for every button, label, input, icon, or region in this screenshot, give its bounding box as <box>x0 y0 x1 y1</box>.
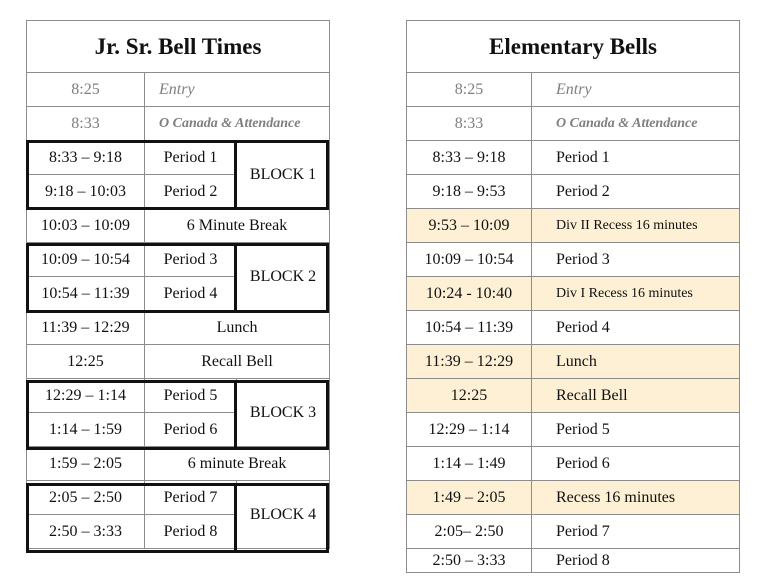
jr-period-time: 12:29 – 1:14 <box>27 379 145 413</box>
el-recess-time: 9:53 – 10:09 <box>407 209 532 243</box>
jr-period-label: Period 4 <box>145 277 237 311</box>
el-time: 10:09 – 10:54 <box>407 243 532 277</box>
jr-break-label: 6 Minute Break <box>145 209 330 243</box>
jr-period-time: 10:54 – 11:39 <box>27 277 145 311</box>
jr-period-time: 2:50 – 3:33 <box>27 515 145 549</box>
jr-period-label: Period 8 <box>145 515 237 549</box>
el-recess-time: 10:24 - 10:40 <box>407 277 532 311</box>
jr-lunch-time: 11:39 – 12:29 <box>27 311 145 345</box>
jr-anthem-time: 8:33 <box>27 107 145 141</box>
elementary-title: Elementary Bells <box>407 21 740 73</box>
el-time: 10:54 – 11:39 <box>407 311 532 345</box>
jr-period-time: 9:18 – 10:03 <box>27 175 145 209</box>
jr-period-time: 2:05 – 2:50 <box>27 481 145 515</box>
el-time: 2:05– 2:50 <box>407 515 532 549</box>
el-recess-label: Div II Recess 16 minutes <box>532 209 740 243</box>
jr-break-label: 6 minute Break <box>145 447 330 481</box>
el-lunch-time: 11:39 – 12:29 <box>407 345 532 379</box>
jr-period-time: 1:14 – 1:59 <box>27 413 145 447</box>
jr-block-label: BLOCK 3 <box>237 379 330 447</box>
jr-block-label: BLOCK 2 <box>237 243 330 311</box>
el-entry-label: Entry <box>532 73 740 107</box>
el-time: 12:29 – 1:14 <box>407 413 532 447</box>
jr-period-label: Period 5 <box>145 379 237 413</box>
el-time: 2:50 – 3:33 <box>407 549 532 573</box>
el-label: Period 4 <box>532 311 740 345</box>
el-label: Period 2 <box>532 175 740 209</box>
el-recall-time: 12:25 <box>407 379 532 413</box>
jr-recall-label: Recall Bell <box>145 345 330 379</box>
el-recall-label: Recall Bell <box>532 379 740 413</box>
el-time: 1:14 – 1:49 <box>407 447 532 481</box>
jr-break-time: 1:59 – 2:05 <box>27 447 145 481</box>
jr-break-time: 10:03 – 10:09 <box>27 209 145 243</box>
el-label: Period 8 <box>532 549 740 573</box>
jr-block-label: BLOCK 4 <box>237 481 330 549</box>
jr-period-label: Period 7 <box>145 481 237 515</box>
el-recess-time: 1:49 – 2:05 <box>407 481 532 515</box>
el-recess-label: Recess 16 minutes <box>532 481 740 515</box>
el-label: Period 3 <box>532 243 740 277</box>
el-label: Period 1 <box>532 141 740 175</box>
el-time: 8:33 – 9:18 <box>407 141 532 175</box>
jr-period-time: 8:33 – 9:18 <box>27 141 145 175</box>
el-lunch-label: Lunch <box>532 345 740 379</box>
jr-period-label: Period 3 <box>145 243 237 277</box>
jr-block-label: BLOCK 1 <box>237 141 330 209</box>
jr-sr-bell-table <box>26 20 330 549</box>
el-time: 9:18 – 9:53 <box>407 175 532 209</box>
jr-period-label: Period 6 <box>145 413 237 447</box>
jr-period-label: Period 1 <box>145 141 237 175</box>
el-anthem-label: O Canada & Attendance <box>532 107 740 141</box>
jr-lunch-label: Lunch <box>145 311 330 345</box>
jr-period-time: 10:09 – 10:54 <box>27 243 145 277</box>
jr-recall-time: 12:25 <box>27 345 145 379</box>
jr-entry-label: Entry <box>145 73 330 107</box>
el-label: Period 7 <box>532 515 740 549</box>
el-recess-label: Div I Recess 16 minutes <box>532 277 740 311</box>
jr-entry-time: 8:25 <box>27 73 145 107</box>
jr-sr-title: Jr. Sr. Bell Times <box>27 21 330 73</box>
elementary-bell-table <box>406 20 740 573</box>
el-entry-time: 8:25 <box>407 73 532 107</box>
el-label: Period 6 <box>532 447 740 481</box>
jr-anthem-label: O Canada & Attendance <box>145 107 330 141</box>
jr-period-label: Period 2 <box>145 175 237 209</box>
el-label: Period 5 <box>532 413 740 447</box>
el-anthem-time: 8:33 <box>407 107 532 141</box>
